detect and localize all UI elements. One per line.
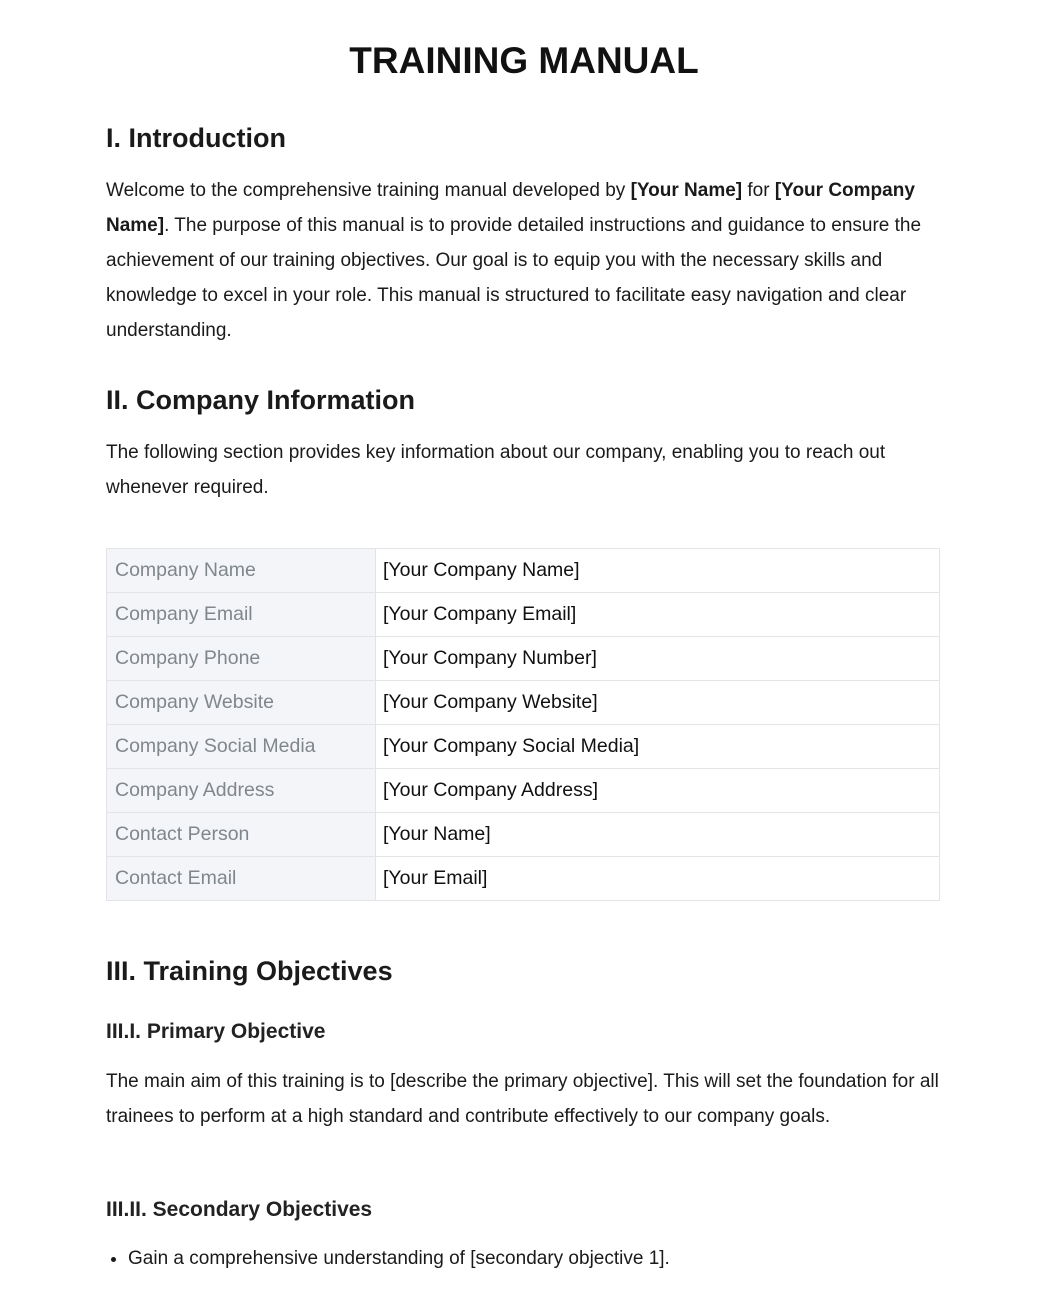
field-label: Company Email <box>107 593 376 637</box>
introduction-paragraph <box>106 173 940 348</box>
company-info-heading: II. Company Information <box>106 385 416 415</box>
secondary-objectives-list <box>106 1241 670 1276</box>
intro-text: Welcome to the comprehensive training manual developed by <box>106 180 631 201</box>
field-label: Contact Person <box>107 813 376 857</box>
field-value: [Your Company Website] <box>376 681 940 725</box>
intro-text: . The purpose of this manual is to provide detailed instructions and guidance to ensure the achievement of our training objectives. Our goal is to equip you with the necessary skills and knowledge to excel in your role. This manual is structured to facilitate easy navigation and clear understanding. <box>106 215 922 341</box>
table-row <box>107 769 940 813</box>
field-value: [Your Company Number] <box>376 637 940 681</box>
list-item: • Gain a comprehensive understanding of [secondary objective 1]. <box>128 1241 670 1276</box>
primary-objective-paragraph: The main aim of this training is to [describe the primary objective]. This will set the foundation for all trainees to perform at a high standard and contribute effectively to our company goals. <box>106 1071 939 1127</box>
table-row <box>107 857 940 901</box>
table-row <box>107 813 940 857</box>
document-title: TRAINING MANUAL <box>349 40 699 81</box>
company-info-table <box>106 548 940 901</box>
field-value: [Your Name] <box>376 813 940 857</box>
introduction-heading: I. Introduction <box>106 123 286 153</box>
field-value: [Your Company Address] <box>376 769 940 813</box>
field-label: Company Social Media <box>107 725 376 769</box>
training-objectives-heading: III. Training Objectives <box>106 956 393 986</box>
field-label: Company Name <box>107 549 376 593</box>
field-value: [Your Company Name] <box>376 549 940 593</box>
table-row <box>107 681 940 725</box>
field-value: [Your Company Social Media] <box>376 725 940 769</box>
field-label: Company Website <box>107 681 376 725</box>
table-row <box>107 637 940 681</box>
primary-objective-heading: III.I. Primary Objective <box>106 1020 326 1043</box>
field-label: Company Phone <box>107 637 376 681</box>
field-value: [Your Email] <box>376 857 940 901</box>
field-label: Company Address <box>107 769 376 813</box>
field-value: [Your Company Email] <box>376 593 940 637</box>
intro-name: [Your Name] <box>630 180 743 201</box>
table-row <box>107 593 940 637</box>
intro-company: [Your Company Name] <box>106 180 915 236</box>
table-row <box>107 549 940 593</box>
table-row <box>107 725 940 769</box>
intro-text: for <box>742 180 775 201</box>
company-info-paragraph: The following section provides key information about our company, enabling you to reach out whenever required. <box>106 442 886 498</box>
field-label: Contact Email <box>107 857 376 901</box>
secondary-objectives-heading: III.II. Secondary Objectives <box>106 1198 373 1221</box>
